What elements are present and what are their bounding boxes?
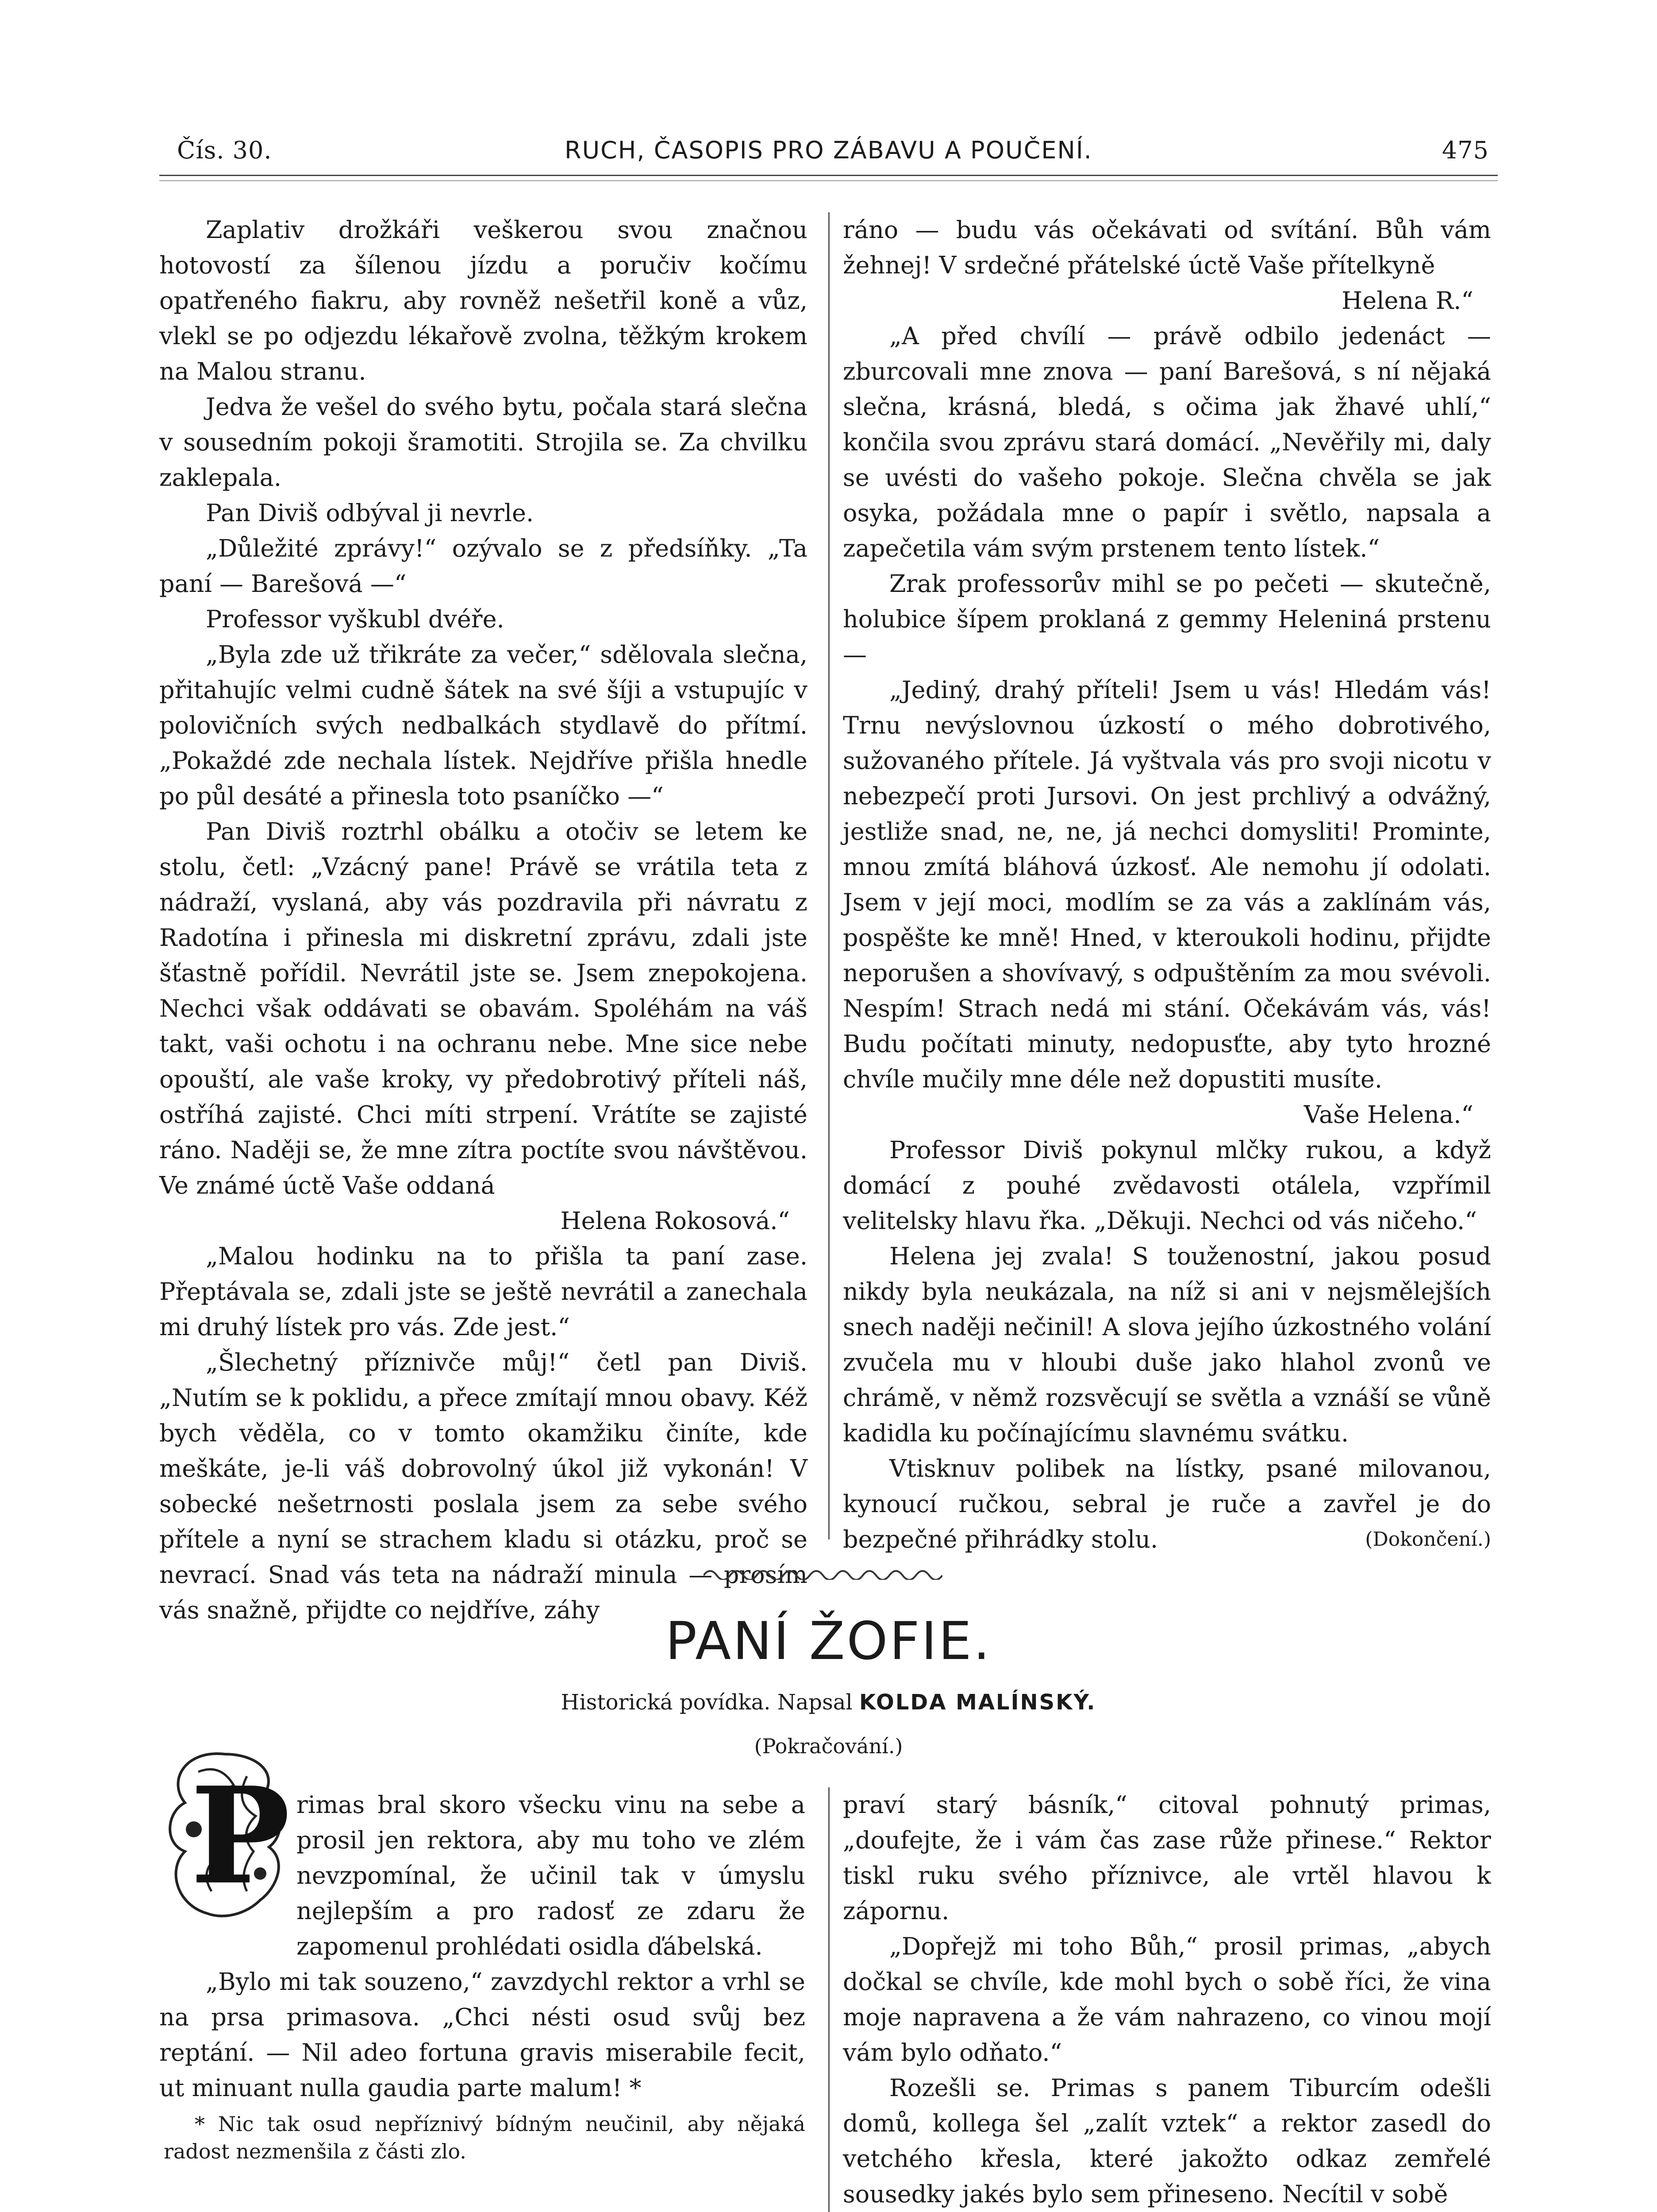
column-right-bottom	[843, 1787, 1491, 2212]
column-divider	[828, 212, 830, 1540]
paragraph: praví starý básník,“ citoval pohnutý primas, „doufejte, že i vám čas zase růže přinese.“ Rektor tiskl ruku svého příznivce, ale vrtěl hlavou k zápornu.	[843, 1791, 1491, 1925]
paragraph: Jedva že vešel do svého bytu, počala stará slečna v sousedním pokoji šramotiti. Strojila se. Za chvilku zaklepala.	[159, 393, 807, 492]
paragraph: „Byla zde už třikráte za večer,“ sdělovala slečna, přitahujíc velmi cudně šátek na své šíji a vstupujíc v polovičních svých nedbalkách stydlavě do přítmí. „Pokaždé zde nechala lístek. Nejdříve přišla hnedle po půl desáté a přinesla toto psaníčko —“	[159, 641, 807, 810]
author-name: KOLDA MALÍNSKÝ.	[859, 1690, 1096, 1715]
paragraph: „A před chvílí — právě odbilo jedenáct — zburcovali mne znova — paní Barešová, s ní nějaká slečna, krásná, bledá, s očima jak žhavé uhlí,“ končila svou zprávu stará domácí. „Nevěřily mi, daly se uvésti do vašeho pokoje. Slečna chvěla se jak osyka, požádala mne o papír i světlo, napsala a zapečetila vám svým prstenem tento lístek.“	[843, 322, 1491, 562]
paragraph: „Jediný, drahý příteli! Jsem u vás! Hledám vás! Trnu nevýslovnou úzkostí o mého dobrotivého, sužovaného přítele. Já vyštvala vás pro svoji nicotu v nebezpečí proti Jursovi. On jest prchlivý a odvážný, jestliže snad, ne, ne, já nechci domysliti! Prominte, mnou zmítá bláhová úzkosť. Ale nemohu jí odolati. Jsem v její moci, modlím se za vás a zaklínám vás, pospěšte ke mně! Hned, v kteroukoli hodinu, přijdte neporušen a shovívavý, s odpuštěním za mou svévoli. Nespím! Strach nedá mi stání. Očekávám vás, vás! Budu počítati minuty, nedopusťte, aby tyto hrozné chvíle mučily mne déle než dopustiti musíte.	[843, 676, 1491, 1093]
paragraph: ráno — budu vás očekávati od svítání. Bůh vám žehnej! V srdečné přátelské úctě Vaše přítelkyně	[843, 216, 1491, 279]
paragraph: „Důležité zprávy!“ ozývalo se z předsíňky. „Ta paní — Barešová —“	[159, 534, 807, 598]
column-left-bottom	[159, 1787, 805, 2106]
paragraph: „Šlechetný příznivče můj!“ četl pan Diviš. „Nutím se k poklidu, a přece zmítají mnou obavy. Kéž bych věděla, co v tomto okamžiku činíte, kde meškáte, je-li váš dobrovolný úkol již vykonán! V sobecké nešetrnosti poslala jsem za sebe svého přítele a nyní se strachem kladu si otázku, proč se nevrací. Snad vás teta na nádraží minula — prosím vás snažně, přijdte co nejdříve, záhy	[159, 1348, 807, 1624]
letter-signature: Vaše Helena.“	[1303, 1101, 1473, 1129]
paragraph: „Dopřejž mi toho Bůh,“ prosil primas, „abych dočkal se chvíle, kde mohl bych o sobě říci, že vina moje napravena a že vám nahrazeno, co vinou mojí vám bylo odňato.“	[843, 1932, 1491, 2066]
story-title: PANÍ ŽOFIE.	[665, 1610, 992, 1671]
column-left-top	[159, 212, 807, 1628]
header-rule-thin	[159, 180, 1498, 181]
footnote: * Nic tak osud nepříznivý bídným neučinil, aby nějaká radost nezmenšila z části zlo.	[164, 2112, 805, 2163]
dropcap-letter: P	[190, 1758, 290, 1914]
column-divider	[828, 1787, 830, 2212]
paragraph: Helena jej zvala! S touženostní, jakou posud nikdy byla neukázala, na níž si ani v nejsmělejších snech naději nečinil! A slova jejího úzkostného volání zvučela mu v hloubi duše jako hlahol zvonů ve chrámě, v němž rozsvěcují se světla a vznáší se vůně kadidla ku počínajícímu slavnému svátku.	[843, 1242, 1491, 1447]
issue-number: Čís. 30.	[177, 136, 272, 164]
letter-signature: Helena Rokosová.“	[560, 1207, 790, 1235]
paragraph: Professor Diviš pokynul mlčky rukou, a když domácí z pouhé zvědavosti otálela, vzpřímil velitelsky hlavu řka. „Děkuji. Nechci od vás ničeho.“	[843, 1136, 1491, 1235]
paragraph: Rozešli se. Primas s panem Tiburcím odešli domů, kollega šel „zalít vztek“ a rektor zasedl do vetchého křesla, které jakožto odkaz zemřelé sousedky jakés bylo sem přineseno. Necítil v sobě	[843, 2074, 1491, 2208]
paragraph: „Bylo mi tak souzeno,“ zavzdychl rektor a vrhl se na prsa primasova. „Chci nésti osud svůj bez reptání. — Nil adeo fortuna gravis miserabile fecit, ut minuant nulla gaudia parte malum! *	[159, 1968, 805, 2102]
paragraph: Professor vyškubl dvéře.	[206, 605, 504, 633]
paragraph: „Malou hodinku na to přišla ta paní zase. Přeptávala se, zdali jste se ještě nevrátil a zanechala mi druhý lístek pro vás. Zde jest.“	[159, 1242, 807, 1341]
story-subtitle	[0, 1690, 1657, 1715]
page-number: 475	[1442, 136, 1489, 164]
paragraph: Pan Diviš roztrhl obálku a otočiv se letem ke stolu, četl: „Vzácný pane! Právě se vrátila teta z nádraží, vyslaná, aby vás pozdravila při návratu z Radotína i přinesla mi diskretní zprávu, zdali jste šťastně pořídil. Nevrátil jste se. Jsem znepokojena. Nechci však oddávati se obavám. Spoléhám na váš takt, vaši ochotu i na ochranu nebe. Mne sice nebe opouští, ale vaše kroky, vy předobrotivý příteli náš, ostříhá zajisté. Chci míti strpení. Vrátíte se zajisté ráno. Naději se, že mne zítra poctíte svou návštěvou. Ve známé úctě Vaše oddaná	[159, 818, 807, 1199]
paragraph: Zrak professorův mihl se po pečeti — skutečně, holubice šípem proklaná z gemmy Heleniná prstenu —	[843, 570, 1491, 668]
letter-signature: Helena R.“	[1342, 287, 1473, 315]
to-be-concluded: (Dokončení.)	[1365, 1528, 1491, 1551]
paragraph-text: Vtisknuv polibek na lístky, psané milovanou, kynoucí ručkou, sebral je ruče a zavřel je do bezpečné přihrádky stolu.	[843, 1455, 1491, 1553]
header-rule	[159, 175, 1498, 176]
subtitle-text: Historická povídka. Napsal	[561, 1690, 853, 1715]
paragraph: Zaplativ drožkáři veškerou svou značnou hotovostí za šílenou jízdu a poručiv kočímu opatřeného fiakru, aby rovněž nešetřil koně a vůz, vlekl se po odjezdu lékařově zvolna, těžkým krokem na Malou stranu.	[159, 216, 807, 385]
column-right-top	[843, 212, 1491, 1557]
journal-title: RUCH, ČASOPIS PRO ZÁBAVU A POUČENÍ.	[565, 136, 1092, 164]
paragraph	[843, 1451, 1491, 1557]
continuation-note: (Pokračování.)	[754, 1734, 903, 1758]
ornament-divider	[704, 1564, 942, 1580]
paragraph: Pan Diviš odbýval ji nevrle.	[206, 499, 534, 527]
paragraph: rimas bral skoro všecku vinu na sebe a prosil jen rektora, aby mu toho ve zlém nevzpomínal, že učinil tak v úmyslu nejlepším a pro radosť ze zdaru že zapomenul prohlédati osidla ďábelská.	[296, 1791, 805, 1960]
